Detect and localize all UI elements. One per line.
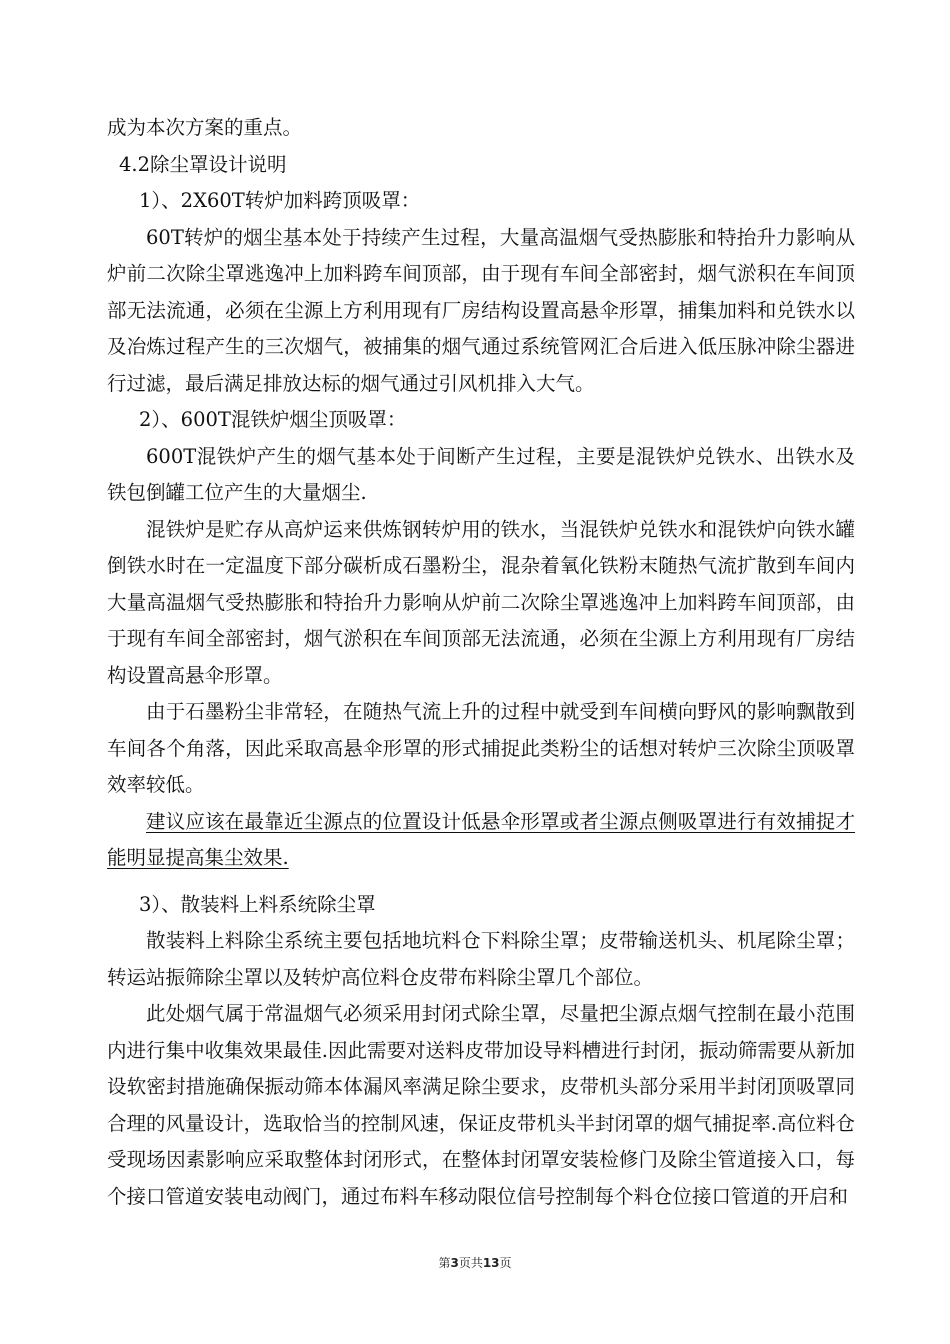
footer-total-pages: 13 — [482, 1256, 500, 1270]
paragraph-mixer-description: 混铁炉是贮存从高炉运来供炼钢转炉用的铁水，当混铁炉兑铁水和混铁炉向铁水罐倒铁水时在一定温度下部分碳析成石墨粉尘，混杂着氧化铁粉末随热气流扩散到车间内大量高温烟气受热膨胀和特抬升力影响从炉前二次除尘罩逃逸冲上加料跨车间顶部，由于现有车间全部密封，烟气淤积在车间顶部无法流通，必须在尘源上方利用现有厂房结构设置高悬伞形罩。 — [107, 517, 855, 687]
footer-prefix: 第 — [438, 1256, 451, 1270]
paragraph-continuation: 成为本次方案的重点。 — [107, 116, 303, 139]
footer-middle: 页共 — [458, 1256, 483, 1270]
paragraph-closed-hood: 此处烟气属于常温烟气必须采用封闭式除尘罩，尽量把尘源点烟气控制在最小范围内进行集中收集效果最佳.因此需要对送料皮带加设导料槽进行封闭，振动筛需要从新加设软密封措施确保振动筛本体漏风率满足除尘要求，皮带机头部分采用半封闭顶吸罩同合理的风量设计，选取恰当的控制风速，保证皮带机头半封闭罩的烟气捕捉率.高位料仓受现场因素影响应采取整体封闭形式，在整体封闭罩安装检修门及除尘管道接入口，每个接口管道安装电动阀门，通过布料车移动限位信号控制每个料仓位接口管道的开启和 — [107, 1002, 855, 1208]
paragraph-bulk-system: 散装料上料除尘系统主要包括地坑料仓下料除尘罩；皮带输送机头、机尾除尘罩；转运站振筛除尘罩以及转炉高位料仓皮带布料除尘罩几个部位。 — [107, 929, 855, 989]
subheading-mixer-hood: 2）、600T混铁炉烟尘顶吸罩： — [139, 408, 407, 431]
document-body — [107, 110, 855, 1215]
subheading-bulk-material-hood: 3）、散装料上料系统除尘罩 — [139, 892, 376, 916]
section-heading-4-2: 4.2除尘罩设计说明 — [119, 152, 287, 176]
paragraph-converter-dust: 60T转炉的烟尘基本处于持续产生过程，大量高温烟气受热膨胀和特抬升力影响从炉前二次除尘罩逃逸冲上加料跨车间顶部，由于现有车间全部密封，烟气淤积在车间顶部无法流通，必须在尘源上方利用现有厂房结构设置高悬伞形罩，捕集加料和兑铁水以及冶炼过程产生的三次烟气，被捕集的烟气通过系统管网汇合后进入低压脉冲除尘器进行过滤，最后满足排放达标的烟气通过引风机排入大气。 — [107, 225, 855, 395]
paragraph-recommendation: 建议应该在最靠近尘源点的位置设计低悬伞形罩或者尘源点侧吸罩进行有效捕捉才能明显提高集尘效果. — [107, 809, 855, 869]
page-footer — [0, 1254, 950, 1271]
paragraph-mixer-smoke: 600T混铁炉产生的烟气基本处于间断产生过程，主要是混铁炉兑铁水、出铁水及铁包倒罐工位产生的大量烟尘. — [107, 444, 855, 504]
paragraph-graphite-dust: 由于石墨粉尘非常轻，在随热气流上升的过程中就受到车间横向野风的影响飘散到车间各个角落，因此采取高悬伞形罩的形式捕捉此类粉尘的话想对转炉三次除尘顶吸罩效率较低。 — [107, 700, 855, 796]
subheading-converter-hood: 1）、2X60T转炉加料跨顶吸罩： — [139, 189, 421, 212]
footer-current-page: 3 — [450, 1256, 459, 1270]
footer-suffix: 页 — [499, 1256, 512, 1270]
